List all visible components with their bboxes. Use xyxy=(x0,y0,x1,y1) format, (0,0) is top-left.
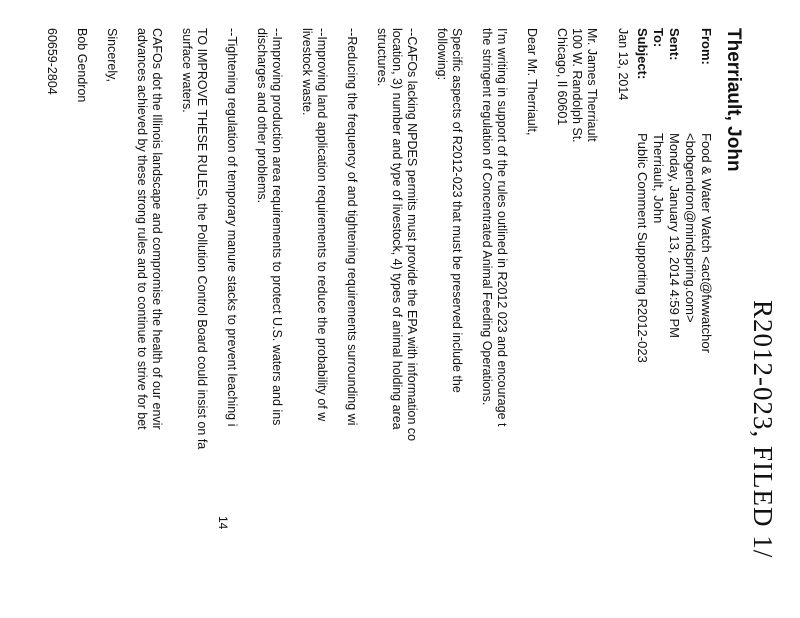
bullet-line: --Tightening regulation of temporary manure stacks to prevent leaching i xyxy=(225,28,239,427)
specific-line: Specific aspects of R2012-023 that must be preserved include the xyxy=(450,28,464,393)
to-row xyxy=(650,28,666,363)
letter-body xyxy=(44,28,630,618)
paragraph-line: advances achieved by these strong rules and to continue to strive for bet xyxy=(135,28,149,430)
email-header xyxy=(634,28,714,363)
sent-value: Monday, January 13, 2014 4:59 PM xyxy=(667,133,682,338)
from-value: Food & Water Watch <act@fwwatchor xyxy=(699,133,714,353)
letter-date: Jan 13, 2014 xyxy=(616,28,630,101)
subject-row xyxy=(634,28,650,363)
closing: Sincerely, xyxy=(105,28,119,82)
intro-line: I'm writing in support of the rules outlined in R2012 023 and encourage t xyxy=(495,28,509,427)
intro-line: the stringent regulation of Concentrated Animal Feeding Operations. xyxy=(480,28,494,406)
filing-stamp: R2012-023, FILED 1/ xyxy=(748,300,778,559)
sent-row xyxy=(666,28,682,363)
signer-name: Bob Gendron xyxy=(75,28,89,103)
paragraph-line: TO IMPROVE THESE RULES, the Pollution Control Board could insist on fa xyxy=(195,28,209,450)
bullet-line: --Improving land application requirements to reduce the probability of w xyxy=(315,28,329,422)
bullet-line: livestock waste. xyxy=(300,28,314,116)
to-label: To: xyxy=(651,28,666,48)
bullet-line: location, 3) number and type of livestock, 4) types of animal holding area xyxy=(390,28,404,430)
bullet-line: discharges and other problems. xyxy=(255,28,269,204)
from-row xyxy=(698,28,714,363)
salutation: Dear Mr. Therriault, xyxy=(525,28,539,136)
bullet-line: structures. xyxy=(375,28,389,87)
from-email: <bobgendron@mindspring.com> xyxy=(683,133,698,323)
from-row-2 xyxy=(682,28,698,363)
paragraph-line: CAFOs dot the Illinois landscape and compromise the health of our envir xyxy=(150,28,164,430)
subject-value: Public Comment Supporting R2012-023 xyxy=(635,133,650,363)
to-value: Therriault, John xyxy=(651,133,666,224)
page-number: 14 xyxy=(216,516,230,530)
specific-line: following: xyxy=(435,28,449,81)
zip-code: 60659-2804 xyxy=(45,28,59,95)
bullet-line: --CAFOs lacking NPDES permits must provide the EPA with information co xyxy=(405,28,419,442)
sent-label: Sent: xyxy=(667,28,682,61)
subject-label: Subject: xyxy=(635,28,650,80)
address-line: Mr. James Therriault xyxy=(585,28,599,142)
bullet-line: --Improving production area requirements to protect U.S. waters and ins xyxy=(270,28,284,426)
paragraph-line: surface waters. xyxy=(180,28,194,113)
address-line: Chicago, Il 60601 xyxy=(555,28,569,126)
recipient-name-header: Therriault, John xyxy=(723,28,744,172)
address-line: 100 W. Randolph St. xyxy=(570,28,584,143)
bullet-line: --Reducing the frequency of and tightening requirements surrounding wi xyxy=(345,28,359,426)
from-label: From: xyxy=(699,28,714,65)
